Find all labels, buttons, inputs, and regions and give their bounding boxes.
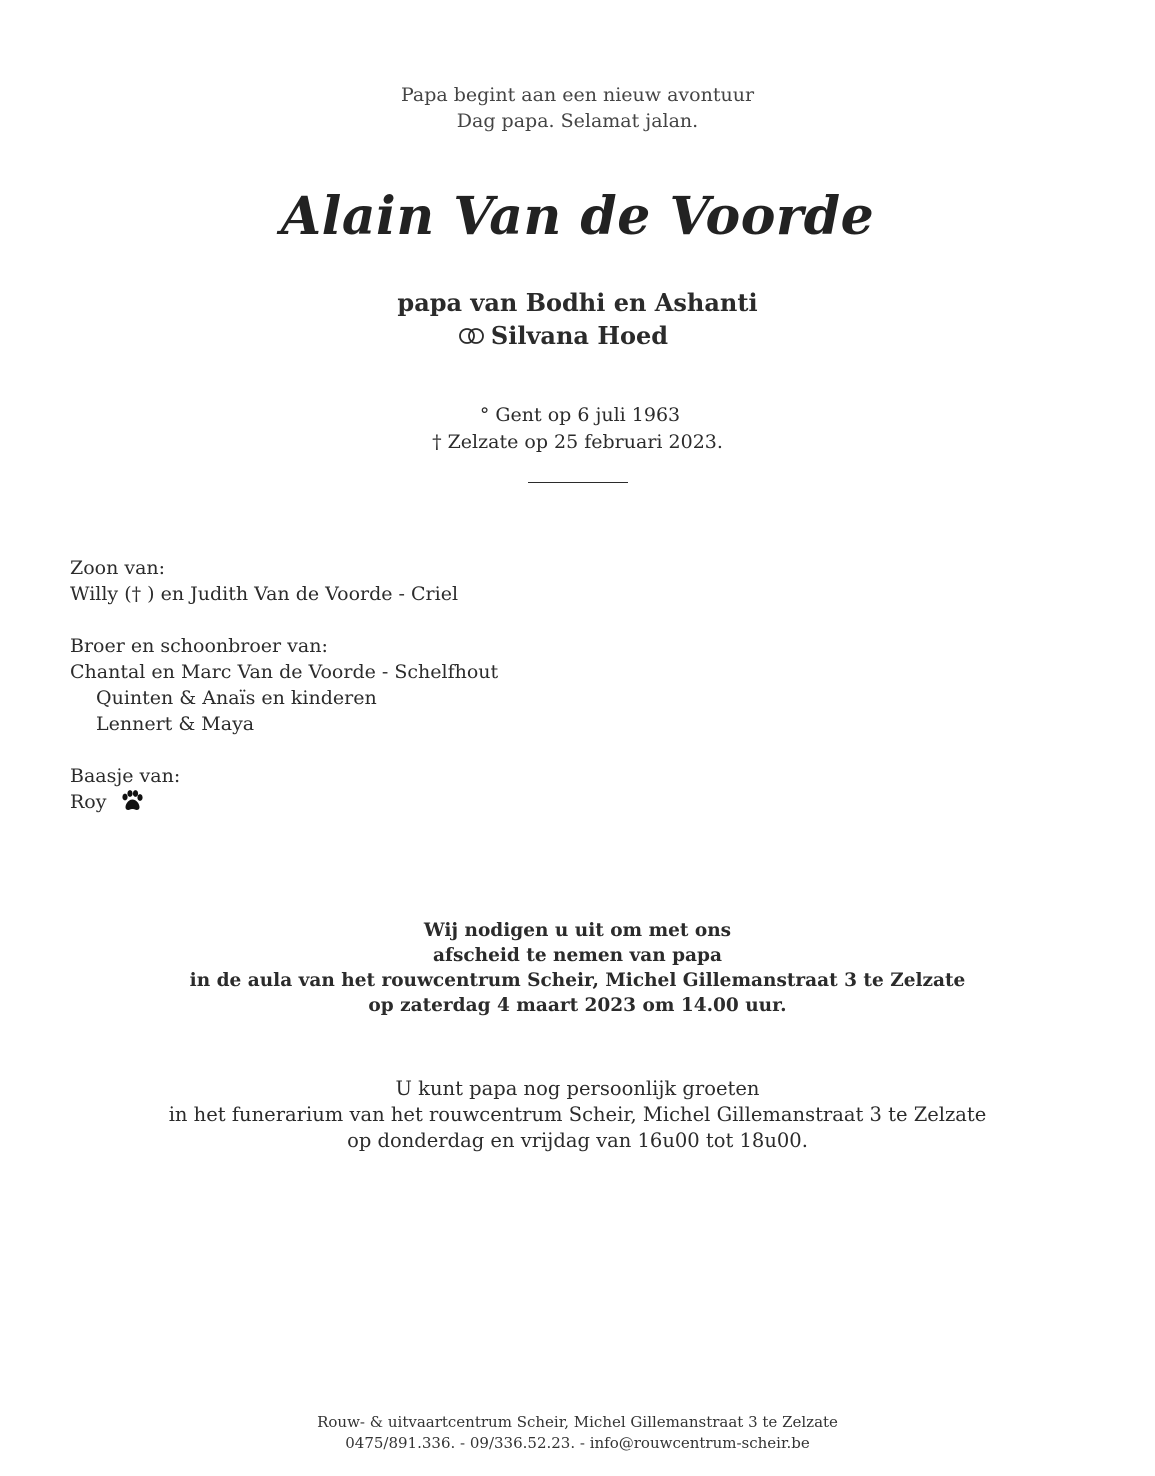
- life-dates: [0, 402, 1155, 456]
- pet-name: Roy: [70, 791, 107, 813]
- divider: [528, 482, 628, 483]
- invitation-line-1: Wij nodigen u uit om met ons: [423, 920, 732, 941]
- pet-group: [70, 763, 498, 815]
- brother-label: Broer en schoonbroer van:: [70, 635, 328, 657]
- pet-line: [70, 789, 498, 815]
- ceremony-invitation: [0, 918, 1155, 1018]
- invitation-line-4: op zaterdag 4 maart 2023 om 14.00 uur.: [368, 995, 787, 1016]
- motto-line-1: Papa begint aan een nieuw avontuur: [400, 84, 755, 106]
- funeral-home-footer: [0, 1412, 1155, 1454]
- visitation-line-1: U kunt papa nog persoonlijk groeten: [395, 1077, 760, 1100]
- visitation-info: [0, 1076, 1155, 1154]
- death-date: † Zelzate op 25 februari 2023.: [432, 431, 723, 453]
- parents-names: Willy († ) en Judith Van de Voorde - Criel: [70, 583, 459, 605]
- relations: [0, 286, 1155, 352]
- partner-name: Silvana Hoed: [490, 321, 669, 350]
- siblings-group: [70, 633, 498, 737]
- niece-nephew-2: Lennert & Maya: [96, 713, 255, 735]
- children-relation: papa van Bodhi en Ashanti: [397, 288, 758, 317]
- visitation-line-2: in het funerarium van het rouwcentrum Scheir, Michel Gillemanstraat 3 te Zelzate: [168, 1103, 987, 1126]
- birth-date: ° Gent op 6 juli 1963: [479, 404, 681, 426]
- niece-nephew-1: Quinten & Anaïs en kinderen: [96, 687, 377, 709]
- motto-line-2: Dag papa. Selamat jalan.: [456, 110, 699, 132]
- sibling-names: Chantal en Marc Van de Voorde - Schelfhout: [70, 661, 499, 683]
- visitation-line-3: op donderdag en vrijdag van 16u00 tot 18u00.: [347, 1129, 808, 1152]
- parents-group: [70, 555, 498, 607]
- footer-address: Rouw- & uitvaartcentrum Scheir, Michel Gillemanstraat 3 te Zelzate: [317, 1413, 838, 1431]
- motto: [0, 82, 1155, 134]
- invitation-line-2: afscheid te nemen van papa: [433, 945, 722, 966]
- footer-contact: 0475/891.336. - 09/336.52.23. - info@rouwcentrum-scheir.be: [345, 1434, 810, 1452]
- invitation-line-3: in de aula van het rouwcentrum Scheir, Michel Gillemanstraat 3 te Zelzate: [189, 970, 966, 991]
- owner-label: Baasje van:: [70, 765, 181, 787]
- family-list: [70, 555, 498, 841]
- paw-icon: [119, 789, 145, 813]
- deceased-name: Alain Van de Voorde: [280, 186, 875, 247]
- wedding-rings-icon: [457, 327, 487, 345]
- partner-line: [0, 319, 1155, 352]
- son-of-label: Zoon van:: [70, 557, 166, 579]
